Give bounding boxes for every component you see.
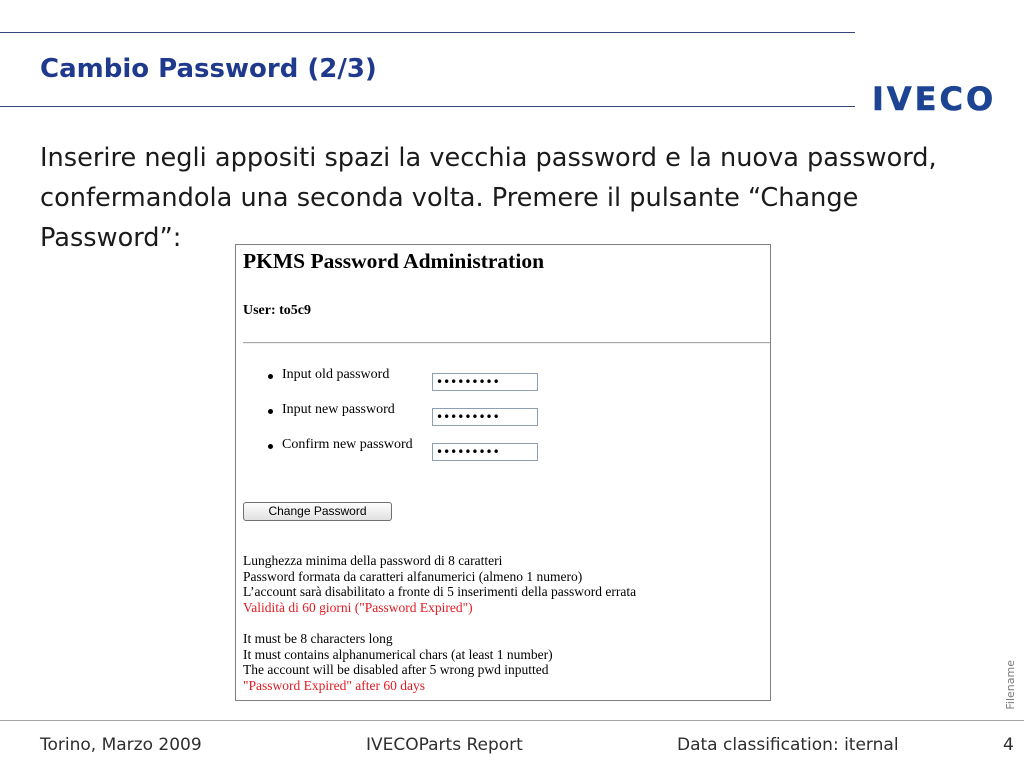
- body-text-line: confermandola una seconda volta. Premere il pulsante “Change: [40, 183, 859, 213]
- page-number: 4: [1003, 735, 1014, 755]
- rule-line: Lunghezza minima della password di 8 caratteri: [243, 553, 503, 568]
- pkms-password-form: [235, 244, 771, 701]
- bullet-icon: [268, 409, 273, 414]
- user-label: User: to5c9: [243, 303, 312, 318]
- old-password-input[interactable]: [432, 373, 538, 391]
- new-password-input[interactable]: [432, 408, 538, 426]
- slide-title: Cambio Password (2/3): [40, 54, 377, 84]
- rule-line: It must be 8 characters long: [243, 631, 393, 646]
- form-heading: PKMS Password Administration: [243, 249, 545, 273]
- old-password-row: [236, 363, 770, 393]
- footer-data-classification: Data classification: iternal: [677, 735, 899, 755]
- rule-line: Password formata da caratteri alfanumerici (almeno 1 numero): [243, 568, 583, 584]
- password-rules-english: [243, 631, 553, 694]
- new-password-label: Input new password: [282, 402, 395, 417]
- iveco-logo: IVECO: [872, 80, 997, 118]
- rule-line-expiry-warning: "Password Expired" after 60 days: [243, 678, 425, 694]
- confirm-password-input[interactable]: [432, 443, 538, 461]
- change-password-button[interactable]: Change Password: [243, 502, 392, 521]
- bullet-icon: [268, 444, 273, 449]
- bullet-icon: [268, 374, 273, 379]
- footer-place-date: Torino, Marzo 2009: [40, 735, 202, 755]
- rule-line: It must contains alphanumerical chars (at least 1 number): [243, 646, 553, 662]
- new-password-row: [236, 398, 770, 428]
- header-top-rule: [0, 32, 855, 33]
- body-text-line: Inserire negli appositi spazi la vecchia password e la nuova password,: [40, 143, 937, 173]
- rule-line: L’account sarà disabilitato a fronte di 5 inserimenti della password errata: [243, 584, 637, 600]
- confirm-password-label: Confirm new password: [282, 437, 413, 452]
- rule-line: The account will be disabled after 5 wrong pwd inputted: [243, 662, 549, 678]
- footer-rule: [0, 720, 1024, 721]
- rule-line-expiry-warning: Validità di 60 giorni ("Password Expired"): [243, 600, 473, 616]
- old-password-label: Input old password: [282, 367, 390, 382]
- form-divider: [243, 342, 770, 344]
- body-text-line: Password”:: [40, 223, 182, 253]
- filename-side-label: Filename: [1004, 660, 1017, 710]
- password-rules-italian: [243, 553, 636, 616]
- header-bottom-rule: [0, 106, 855, 107]
- confirm-password-row: [236, 433, 770, 463]
- footer-report-name: IVECOParts Report: [366, 735, 523, 755]
